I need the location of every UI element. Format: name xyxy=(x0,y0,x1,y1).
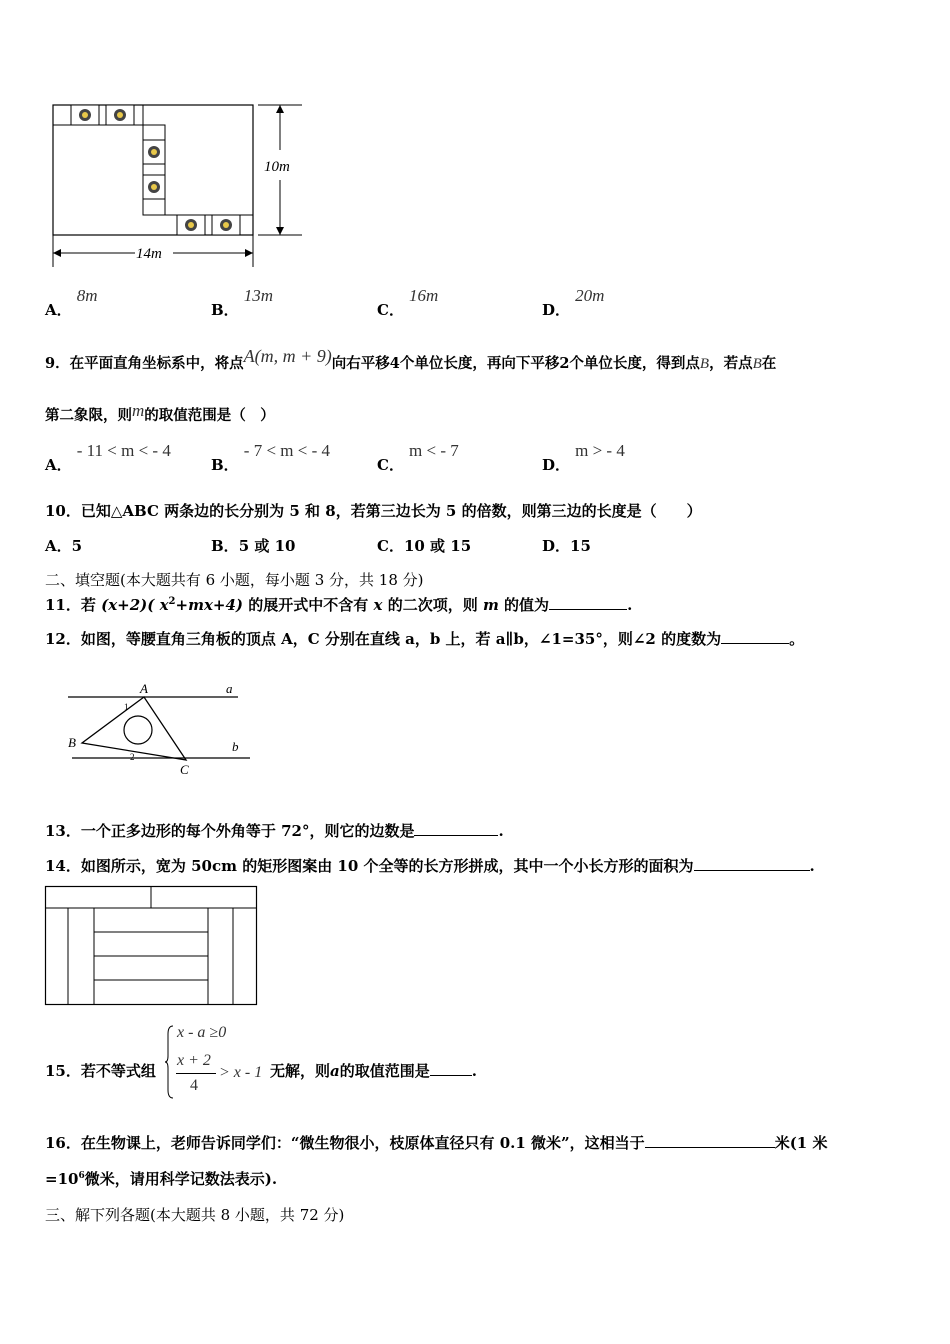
q16-exponent: 6 xyxy=(78,1171,85,1181)
q15-text: . xyxy=(471,1062,477,1080)
q9-point: A(m, m + 9) xyxy=(243,346,332,366)
label-angle-1: 1 xyxy=(124,702,129,712)
flower-blocks-middle xyxy=(143,140,165,199)
q11-math: +mx+4) xyxy=(175,596,244,614)
q11-math: x xyxy=(373,596,383,614)
q8-option-a xyxy=(45,285,98,319)
q9-option-d xyxy=(542,440,625,474)
q11-math: m xyxy=(482,596,499,614)
label-angle-2: 2 xyxy=(130,752,135,762)
q11-math: (x+2)( xyxy=(101,596,155,614)
q13 xyxy=(45,820,504,841)
q10-option-a xyxy=(45,535,82,556)
answer-blank[interactable] xyxy=(694,856,810,871)
width-label: 14m xyxy=(136,246,162,262)
q8-option-b xyxy=(211,285,274,319)
q9-variable: m xyxy=(132,401,145,420)
option-value: 15 xyxy=(570,537,591,555)
section-heading: 三、解下列各题(本大题共 8 小题，共 72 分) xyxy=(45,1206,345,1224)
answer-blank[interactable] xyxy=(721,629,789,644)
q12 xyxy=(45,628,804,649)
height-label: 10m xyxy=(264,159,290,175)
q10-option-b xyxy=(211,535,295,556)
q16-line2 xyxy=(45,1168,277,1189)
option-value: - 7 < m < - 4 xyxy=(243,441,331,460)
q13-text: . xyxy=(498,822,504,840)
q8-option-c xyxy=(377,285,439,319)
q10-option-c xyxy=(377,535,471,556)
q9-line2 xyxy=(45,401,275,425)
option-label: D． xyxy=(542,537,571,555)
q13-text: 13．一个正多边形的每个外角等于 72°，则它的边数是 xyxy=(45,822,415,840)
option-label: A． xyxy=(45,301,72,319)
q16-text: 米(1 米 xyxy=(774,1134,828,1152)
q9-number: 2 xyxy=(559,355,570,372)
q9-text: 的取值范围是（ ） xyxy=(144,407,275,424)
q16-text: 16．在生物课上，老师告诉同学们：“微生物很小，枝原体直径只有 0.1 微米”，这相当于 xyxy=(45,1134,645,1152)
figure-lawn-path xyxy=(40,95,310,275)
q9-point-b: B xyxy=(752,356,762,372)
q9-number: 4 xyxy=(389,355,400,372)
q11-text: 的二次项，则 xyxy=(387,596,478,614)
q16-line1 xyxy=(45,1132,827,1153)
fraction-bar xyxy=(176,1073,216,1074)
q11-exponent: 2 xyxy=(168,596,176,607)
label-a: a xyxy=(226,681,233,696)
label-b: b xyxy=(232,739,239,754)
q9-option-b xyxy=(211,440,331,474)
option-value: m < - 7 xyxy=(409,441,459,460)
q15-rhs: > x - 1 xyxy=(219,1064,263,1081)
answer-blank[interactable] xyxy=(549,595,627,610)
q14-text: 14．如图所示，宽为 50cm 的矩形图案由 10 个全等的长方形拼成，其中一个小长方形的面积为 xyxy=(45,857,694,875)
q8-option-d xyxy=(542,285,605,319)
flower-blocks-top xyxy=(71,105,134,125)
q15-text: 无解，则 xyxy=(270,1062,331,1080)
option-value: 16m xyxy=(409,286,439,305)
q9-option-c xyxy=(377,440,459,474)
label-C: C xyxy=(180,762,189,777)
q15-variable: a xyxy=(330,1062,340,1080)
q11 xyxy=(45,594,632,615)
q9-point-b: B xyxy=(699,356,710,372)
q12-text: 。 xyxy=(789,630,805,648)
system-brace xyxy=(165,1024,175,1100)
label-A: A xyxy=(140,681,148,696)
q16-text: =10 xyxy=(45,1170,79,1188)
flower-blocks-bottom xyxy=(177,215,240,235)
option-value: m > - 4 xyxy=(575,441,625,460)
option-label: D． xyxy=(542,301,571,319)
option-label: C． xyxy=(377,537,404,555)
option-label: B． xyxy=(211,537,239,555)
q15-denominator: 4 xyxy=(190,1077,198,1094)
figure-triangle-parallel xyxy=(60,680,260,780)
q11-text: . xyxy=(627,596,633,614)
option-value: 5 xyxy=(71,537,83,555)
option-value: 10 或 15 xyxy=(403,537,472,555)
option-value: - 11 < m < - 4 xyxy=(76,441,171,460)
option-label: B． xyxy=(211,456,239,474)
option-value: 13m xyxy=(243,286,274,305)
q9-text: 向右平移 xyxy=(331,355,390,372)
q9-text: ，若点 xyxy=(709,355,753,372)
q11-text: 的值为 xyxy=(504,596,550,614)
q10-text: 10．已知△ABC 两条边的长分别为 5 和 8，若第三边长为 5 的倍数，则第三边的长度是（ ） xyxy=(45,502,702,520)
q9-text: 第二象限，则 xyxy=(45,407,132,424)
q11-math: x xyxy=(159,596,169,614)
answer-blank[interactable] xyxy=(430,1061,472,1076)
q9-text: 个单位长度，得到点 xyxy=(569,355,700,372)
q12-text: 12．如图，等腰直角三角板的顶点 A，C 分别在直线 a，b 上，若 a∥b，∠1=35°，则∠2 的度数为 xyxy=(45,630,722,648)
option-label: B． xyxy=(211,301,239,319)
q11-text: 的展开式中不含有 xyxy=(248,596,369,614)
option-label: A． xyxy=(45,456,72,474)
q9-text: 在 xyxy=(761,355,777,372)
option-label: D． xyxy=(542,456,571,474)
q15-prefix: 15．若不等式组 xyxy=(45,1062,156,1080)
option-label: A． xyxy=(45,537,72,555)
option-value: 5 或 10 xyxy=(238,537,296,555)
option-value: 8m xyxy=(76,286,98,305)
q9-option-a xyxy=(45,440,171,474)
option-label: C． xyxy=(377,301,404,319)
label-B: B xyxy=(68,735,76,750)
option-value: 20m xyxy=(575,286,605,305)
q15-suffix xyxy=(270,1060,477,1081)
q15-numerator: x + 2 xyxy=(177,1052,211,1069)
q9-text: 9．在平面直角坐标系中，将点 xyxy=(45,355,244,372)
q11-text: 11．若 xyxy=(45,596,96,614)
q9-line1 xyxy=(45,346,777,373)
answer-blank[interactable] xyxy=(645,1133,775,1148)
q15-inequality-1: x - a ≥0 xyxy=(177,1024,227,1041)
q16-text: 微米，请用科学记数法表示). xyxy=(84,1170,278,1188)
q15-text: 的取值范围是 xyxy=(339,1062,430,1080)
option-label: C． xyxy=(377,456,404,474)
section-heading: 二、填空题(本大题共有 6 小题，每小题 3 分，共 18 分) xyxy=(45,571,424,589)
q9-text: 个单位长度，再向下平移 xyxy=(399,355,560,372)
figure-rectangles xyxy=(45,886,260,1006)
q10-option-d xyxy=(542,535,591,556)
q14-text: . xyxy=(809,857,815,875)
q14 xyxy=(45,855,815,876)
answer-blank[interactable] xyxy=(414,821,498,836)
